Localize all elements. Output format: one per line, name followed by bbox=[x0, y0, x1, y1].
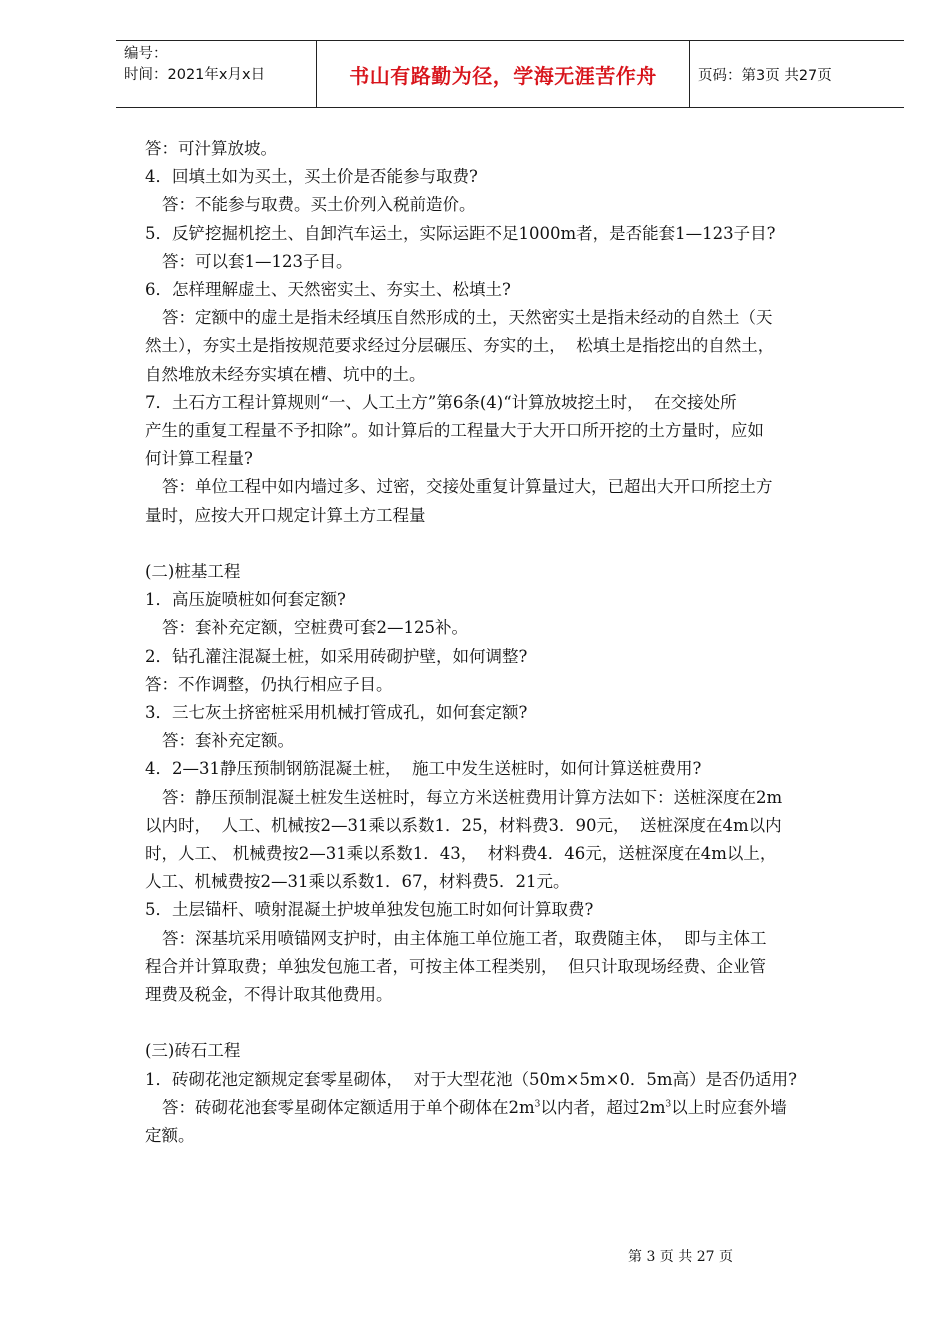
document-body bbox=[145, 135, 885, 1150]
superscript: 3 bbox=[534, 1099, 541, 1110]
text-line: 答：套补充定额。 bbox=[162, 731, 294, 751]
header-page-number: 页码：第3页 共27页 bbox=[698, 67, 832, 84]
answer-text: 以内者，超过2m bbox=[540, 1097, 666, 1117]
text-line: 定额。 bbox=[145, 1126, 195, 1146]
text-line: 答：静压预制混凝土桩发生送桩时，每立方米送桩费用计算方法如下：送桩深度在2m bbox=[162, 787, 783, 807]
text-line: 1．砖砌花池定额规定套零星砌体， 对于大型花池（50m×5m×0．5m高）是否仍适用? bbox=[145, 1069, 797, 1089]
text-line: 答：可以套1—123子目。 bbox=[162, 251, 353, 271]
text-line: 答：不能参与取费。买土价列入税前造价。 bbox=[162, 195, 476, 215]
page-header bbox=[116, 40, 904, 108]
text-line: 3．三七灰土挤密桩采用机械打管成孔，如何套定额? bbox=[145, 703, 528, 723]
text-line: 7．土石方工程计算规则“一、人工土方”第6条(4)“计算放坡挖土时， 在交接处所 bbox=[145, 392, 737, 412]
text-line: 然土），夯实土是指按规范要求经过分层碾压、夯实的土， 松填土是指挖出的自然土， bbox=[145, 336, 775, 356]
text-line: 6．怎样理解虚土、天然密实土、夯实土、松填土? bbox=[145, 280, 511, 300]
text-line: 5．反铲挖掘机挖土、自卸汽车运土，实际运距不足1000m者，是否能套1—123子目? bbox=[145, 223, 776, 243]
text-line: 时，人工、 机械费按2—31乘以系数1．43， 材料费4．46元，送桩深度在4m以上， bbox=[145, 844, 777, 864]
text-line: 何计算工程量? bbox=[145, 449, 253, 469]
answer-text: 以上时应套外墙 bbox=[671, 1097, 787, 1117]
text-line: 产生的重复工程量不予扣除”。如计算后的工程量大于大开口所开挖的土方量时，应如 bbox=[145, 421, 764, 441]
header-meta bbox=[116, 41, 316, 107]
header-slogan: 书山有路勤为径，学海无涯苦作舟 bbox=[316, 41, 690, 107]
text-line: 答：定额中的虚土是指未经填压自然形成的土，天然密实土是指未经动的自然土（天 bbox=[162, 308, 773, 328]
text-line: 答：单位工程中如内墙过多、过密，交接处重复计算量过大，已超出大开口所挖土方 bbox=[162, 477, 773, 497]
page-footer: 第 3 页 共 27 页 bbox=[628, 1249, 733, 1265]
text-line: 5．土层锚杆、喷射混凝土护坡单独发包施工时如何计算取费? bbox=[145, 900, 594, 920]
answer-text: 答：砖砌花池套零星砌体定额适用于单个砌体在2m bbox=[162, 1097, 535, 1117]
superscript: 3 bbox=[665, 1099, 672, 1110]
text-line: 理费及税金，不得计取其他费用。 bbox=[145, 985, 393, 1005]
text-line: 1．高压旋喷桩如何套定额? bbox=[145, 590, 346, 610]
text-line: 4．2—31静压预制钢筋混凝土桩， 施工中发生送桩时，如何计算送桩费用? bbox=[145, 759, 702, 779]
text-line: 量时，应按大开口规定计算土方工程量 bbox=[145, 505, 426, 525]
text-line: (二)桩基工程 bbox=[145, 562, 241, 582]
document-time-label: 时间：2021年x月x日 bbox=[124, 67, 266, 83]
text-line: 答：不作调整，仍执行相应子目。 bbox=[145, 674, 393, 694]
text-line: 以内时， 人工、机械按2—31乘以系数1．25，材料费3．90元， 送桩深度在4m以内 bbox=[145, 815, 782, 835]
text-line: 答：套补充定额，空桩费可套2—125补。 bbox=[162, 618, 468, 638]
blank-line bbox=[145, 530, 885, 558]
blank-line bbox=[145, 1009, 885, 1037]
text-line: (三)砖石工程 bbox=[145, 1041, 241, 1061]
text-line: 4．回填土如为买土，买土价是否能参与取费? bbox=[145, 167, 478, 187]
text-line: 程合并计算取费；单独发包施工者，可按主体工程类别， 但只计取现场经费、企业管 bbox=[145, 956, 766, 976]
text-line: 2．钻孔灌注混凝土桩，如采用砖砌护壁，如何调整? bbox=[145, 646, 528, 666]
text-line: 答：可汁算放坡。 bbox=[145, 139, 277, 158]
text-line: 自然堆放未经夯实填在槽、坑中的土。 bbox=[145, 364, 426, 384]
text-line bbox=[145, 1094, 885, 1122]
text-line: 人工、机械费按2—31乘以系数1．67，材料费5．21元。 bbox=[145, 872, 570, 892]
text-line: 答：深基坑采用喷锚网支护时，由主体施工单位施工者，取费随主体， 即与主体工 bbox=[162, 928, 767, 948]
document-number-label: 编号： bbox=[124, 46, 168, 62]
